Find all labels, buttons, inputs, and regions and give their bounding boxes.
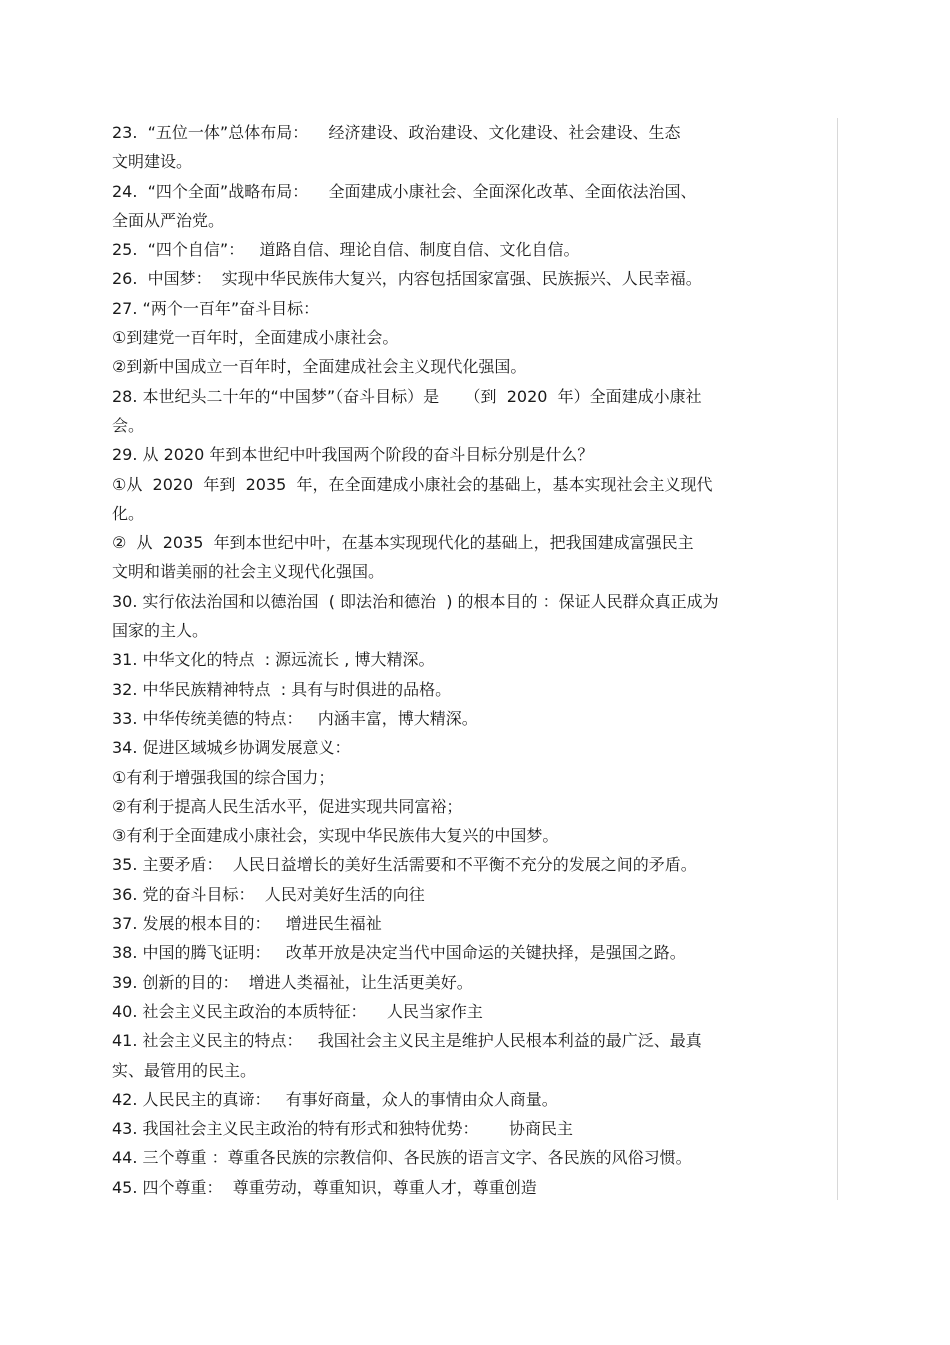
text-line: ①从 2020 年到 2035 年，在全面建成小康社会的基础上，基本实现社会主义现代 [112, 474, 713, 494]
text-line: 36. 党的奋斗目标： 人民对美好生活的向往 [112, 884, 425, 904]
text-line: 33. 中华传统美德的特点： 内涵丰富，博大精深。 [112, 708, 478, 728]
text-line: 45. 四个尊重： 尊重劳动，尊重知识，尊重人才，尊重创造 [112, 1177, 537, 1197]
text-line: 化。 [112, 503, 145, 523]
text-line: 全面从严治党。 [112, 210, 225, 230]
text-line: 25. “四个自信”： 道路自信、理论自信、制度自信、文化自信。 [112, 240, 580, 260]
text-line: 34. 促进区域城乡协调发展意义： [112, 738, 351, 758]
text-line: 27. “两个一百年”奋斗目标： [112, 298, 320, 318]
text-line: 26. 中国梦： 实现中华民族伟大复兴，内容包括国家富强、民族振兴、人民幸福。 [112, 269, 702, 289]
text-line: 39. 创新的目的： 增进人类福祉，让生活更美好。 [112, 972, 473, 992]
text-line: 24. “四个全面”战略布局： 全面建成小康社会、全面深化改革、全面依法治国、 [112, 181, 697, 201]
text-line: 实、最管用的民主。 [112, 1060, 257, 1080]
text-line: ①到建党一百年时，全面建成小康社会。 [112, 328, 399, 348]
text-line: 30. 实行依法治国和以德治国 ( 即法治和德治 ) 的根本目的 ：保证人民群众真正成为 [112, 591, 719, 611]
text-line: ①有利于增强我国的综合国力； [112, 767, 335, 787]
text-line: 31. 中华文化的特点 : 源远流长 , 博大精深。 [112, 650, 435, 670]
text-line: ③有利于全面建成小康社会，实现中华民族伟大复兴的中国梦。 [112, 826, 559, 846]
text-line: 40. 社会主义民主政治的本质特征： 人民当家作主 [112, 1001, 483, 1021]
margin-divider [837, 118, 838, 1200]
text-line: ②到新中国成立一百年时，全面建成社会主义现代化强国。 [112, 357, 527, 377]
text-line: 国家的主人。 [112, 621, 209, 641]
text-line: 42. 人民民主的真谛： 有事好商量，众人的事情由众人商量。 [112, 1089, 558, 1109]
text-line: 23. “五位一体”总体布局： 经济建设、政治建设、文化建设、社会建设、生态 [112, 123, 681, 142]
document-body [112, 118, 824, 1202]
text-line: 28. 本世纪头二十年的“中国梦”（奋斗目标）是 （到 2020 年）全面建成小康社 [112, 386, 702, 406]
text-line: ② 从 2035 年到本世纪中叶，在基本实现现代化的基础上，把我国建成富强民主 [112, 533, 694, 553]
text-line: ②有利于提高人民生活水平，促进实现共同富裕； [112, 796, 463, 816]
text-line: 41. 社会主义民主的特点： 我国社会主义民主是维护人民根本利益的最广泛、最真 [112, 1031, 702, 1051]
text-line: 会。 [112, 415, 145, 435]
text-line: 38. 中国的腾飞证明： 改革开放是决定当代中国命运的关键抉择，是强国之路。 [112, 943, 686, 963]
text-line: 43. 我国社会主义民主政治的特有形式和独特优势： 协商民主 [112, 1119, 574, 1139]
text-line: 44. 三个尊重 ：尊重各民族的宗教信仰、各民族的语言文字、各民族的风俗习惯。 [112, 1148, 692, 1168]
text-line: 文明和谐美丽的社会主义现代化强国。 [112, 562, 385, 582]
text-line: 37. 发展的根本目的： 增进民生福祉 [112, 914, 382, 934]
text-line: 35. 主要矛盾： 人民日益增长的美好生活需要和不平衡不充分的发展之间的矛盾。 [112, 855, 697, 875]
text-line: 文明建设。 [112, 152, 193, 172]
text-line: 32. 中华民族精神特点 : 具有与时俱进的品格。 [112, 679, 452, 699]
text-line: 29. 从 2020 年到本世纪中叶我国两个阶段的奋斗目标分别是什么？ [112, 445, 594, 465]
